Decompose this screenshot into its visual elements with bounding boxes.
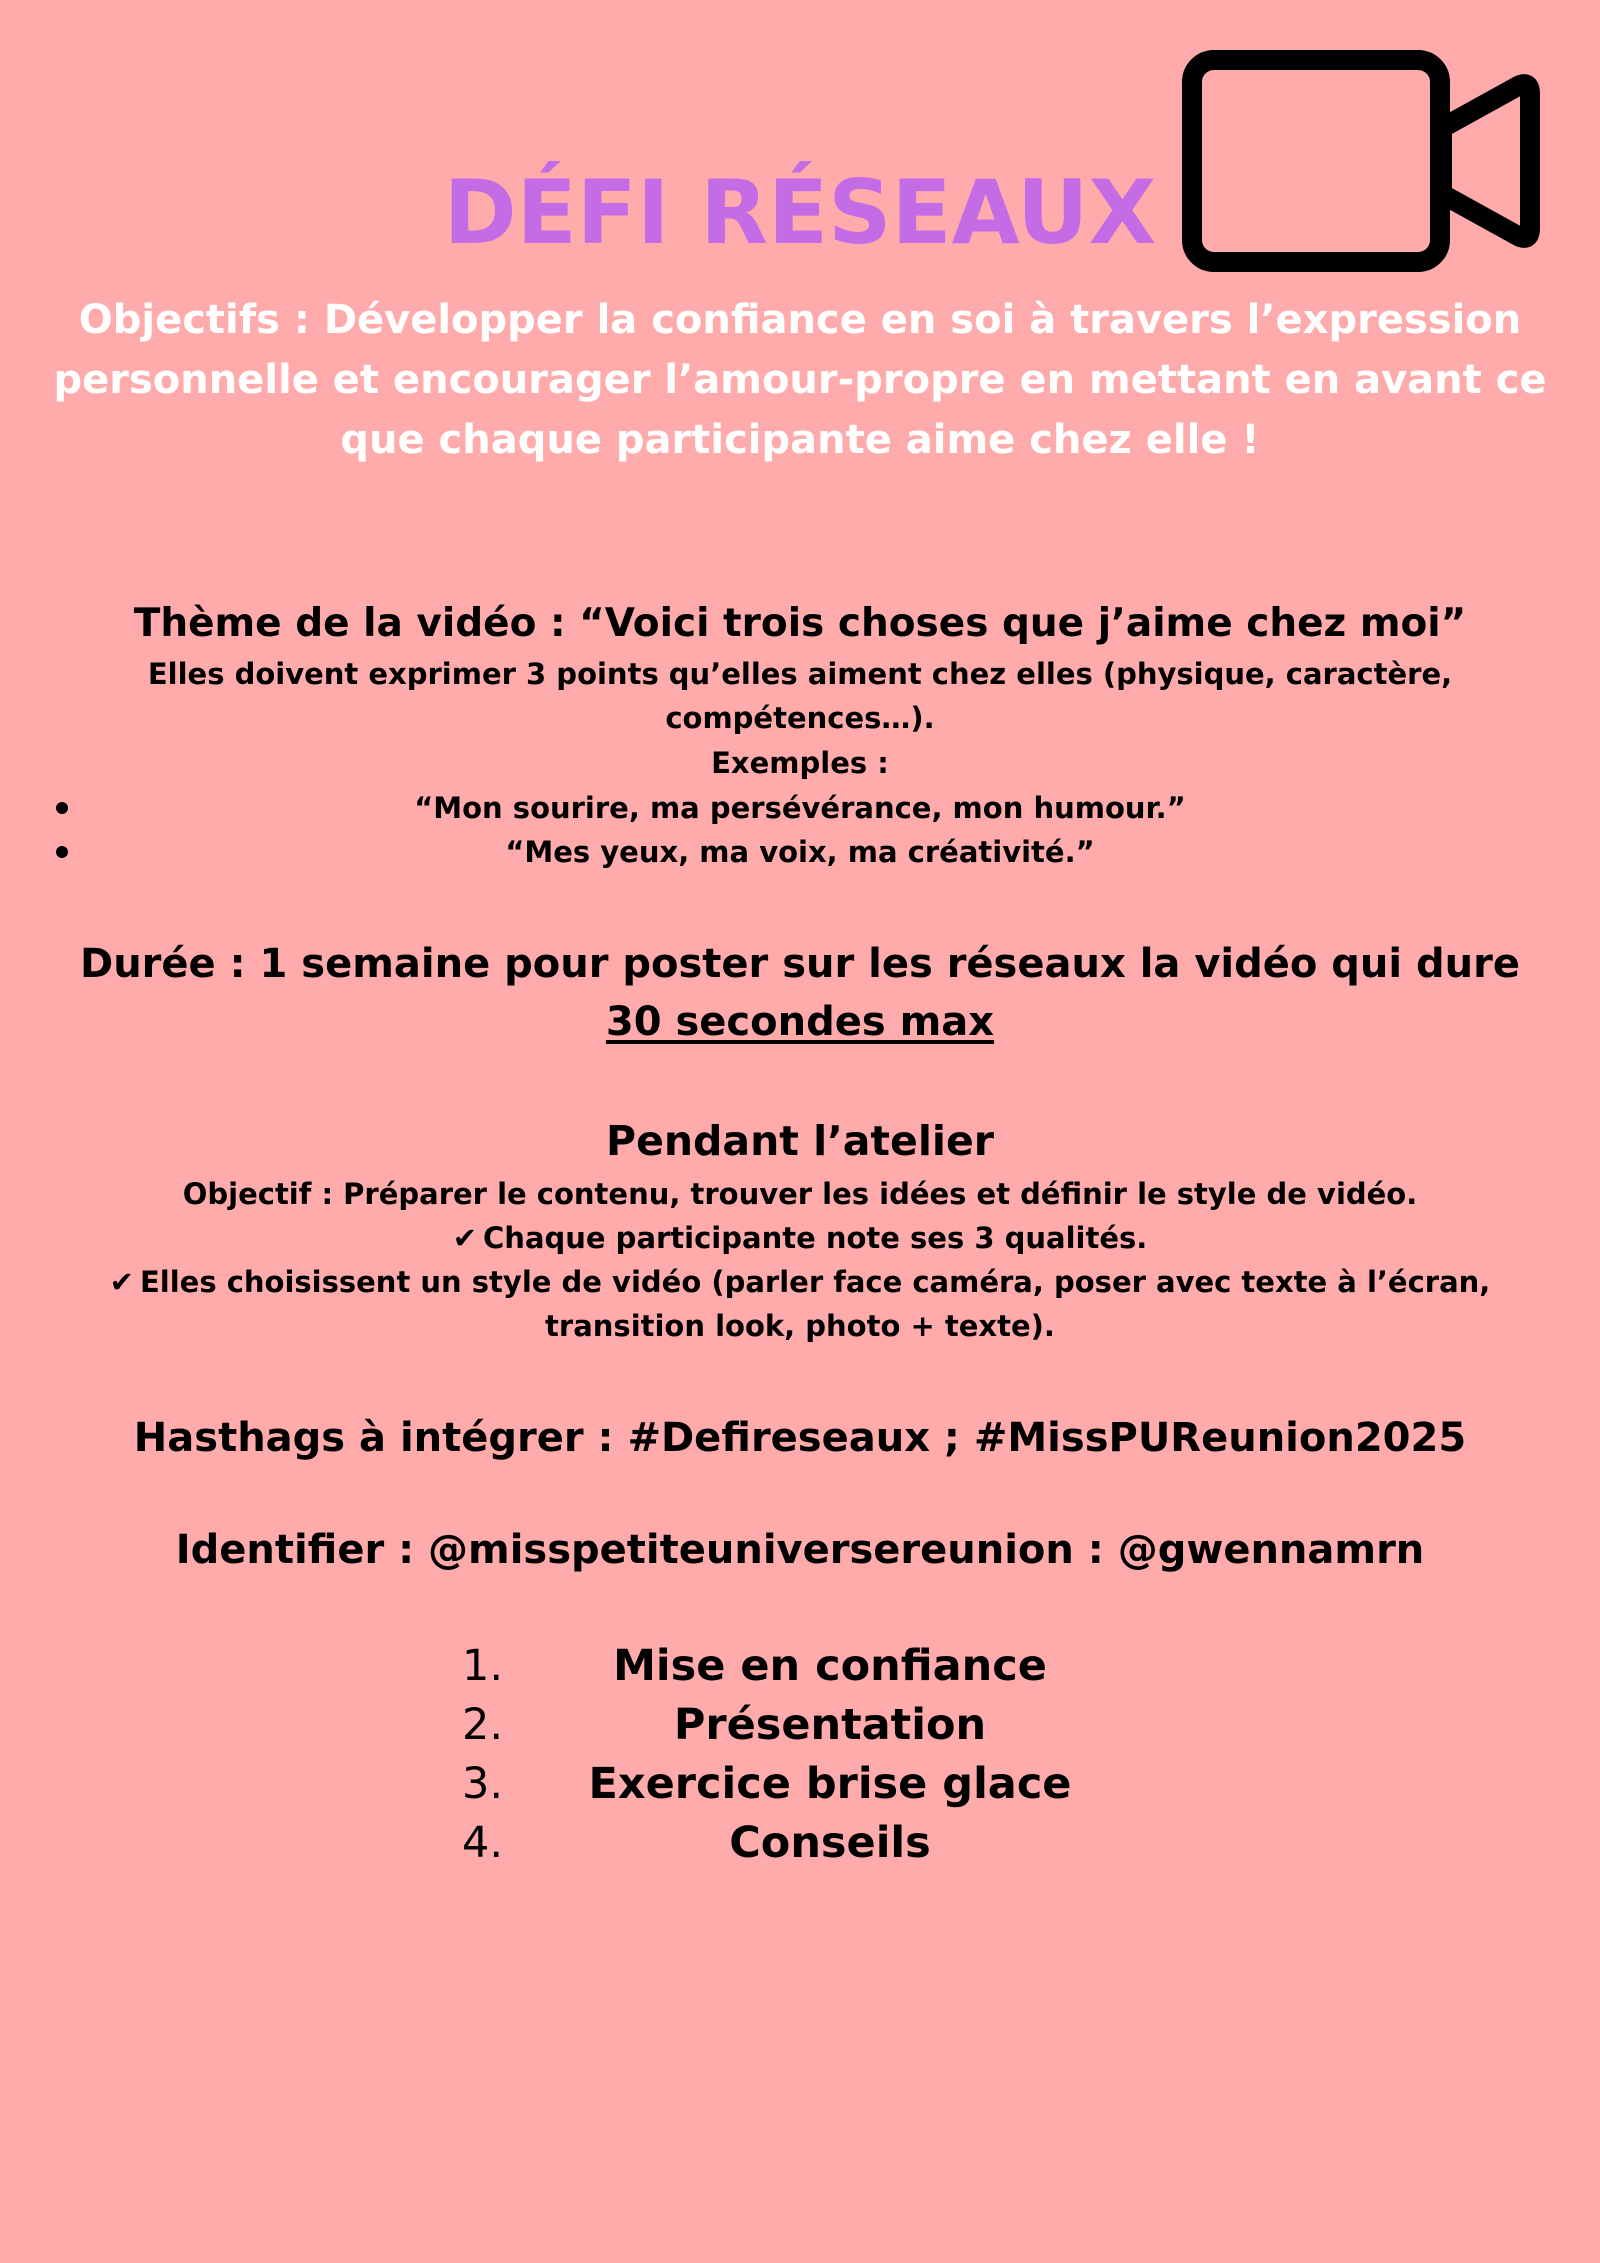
workshop-item-text: Chaque participante note ses 3 qualités. [483,1221,1148,1255]
examples-list [0,786,1600,874]
duration-limit: 30 secondes max [605,999,995,1045]
theme-description: Elles doivent exprimer 3 points qu’elles aiment chez elles (physique, caractère, compétences…). [147,657,1453,735]
step-number: 1. [462,1641,504,1691]
step-label: Exercice brise glace [588,1759,1072,1809]
step-number: 3. [462,1759,504,1809]
bullet-icon [56,846,68,858]
step-number: 4. [462,1818,504,1868]
bullet-icon [56,802,68,814]
workshop-item [0,1216,1600,1260]
list-item [0,830,1600,874]
list-item [0,1637,1600,1696]
step-label: Mise en confiance [613,1641,1047,1691]
hashtags-text: Hasthags à intégrer : #Defireseaux ; #MissPUReunion2025 [133,1415,1467,1461]
list-item [0,1696,1600,1755]
list-item [0,1814,1600,1873]
duration-label: Durée : 1 semaine pour poster sur les réseaux la vidéo qui dure [80,941,1520,987]
workshop-item [100,1260,1500,1348]
objectives-text: Objectifs : Développer la confiance en soi à travers l’expression personnelle et encourager l’amour-propre en mettant en avant ce que chaque participante aime chez elle ! [53,297,1547,463]
workshop-title: Pendant l’atelier [606,1117,994,1165]
list-item [0,786,1600,830]
workshop-objective: Objectif : Préparer le contenu, trouver les idées et définir le style de vidéo. [182,1177,1418,1211]
list-item [0,1755,1600,1814]
page-title: DÉFI RÉSEAUX [443,161,1157,264]
steps-list [0,1637,1600,1873]
step-label: Conseils [729,1818,931,1868]
example-text: “Mes yeux, ma voix, ma créativité.” [505,835,1095,869]
step-number: 2. [462,1700,504,1750]
duration-text [80,935,1520,1051]
step-label: Présentation [673,1700,987,1750]
identify-text: Identifier : @misspetiteuniversereunion : @gwennamrn [175,1527,1425,1573]
example-text: “Mon sourire, ma persévérance, mon humour.” [414,791,1186,825]
workshop-item-text: Elles choisissent un style de vidéo (parler face caméra, poser avec texte à l’écran, transition look, photo + texte). [139,1265,1491,1343]
checkmark-icon: ✔ [452,1221,478,1255]
checkmark-icon: ✔ [109,1265,134,1299]
examples-label: Exemples : [711,746,889,780]
theme-title: Thème de la vidéo : “Voici trois choses que j’aime chez moi” [133,601,1467,646]
